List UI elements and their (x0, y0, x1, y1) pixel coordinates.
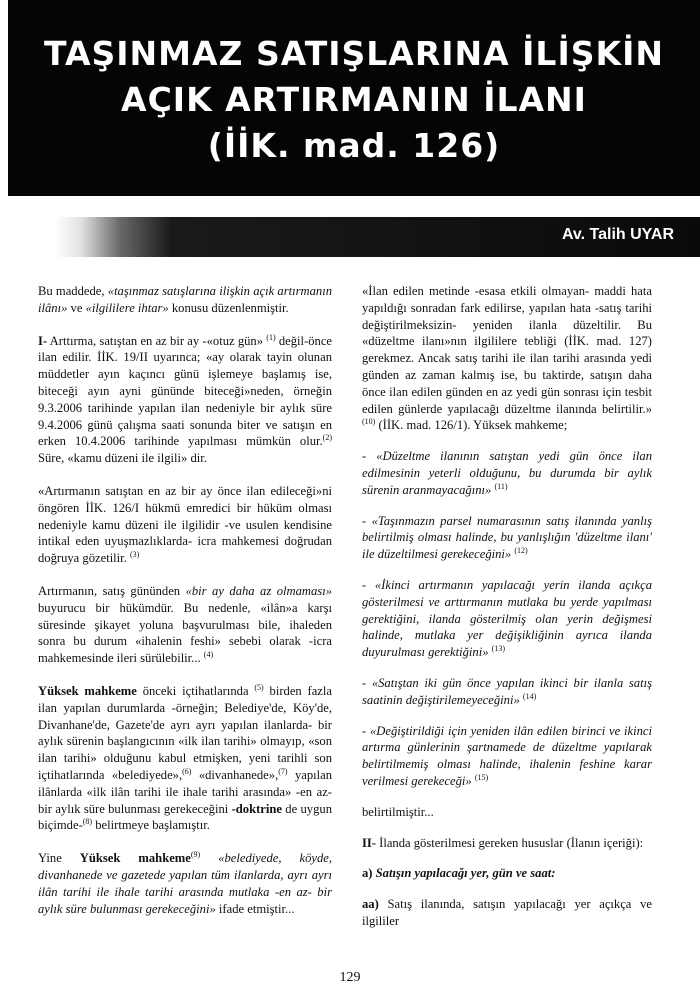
text-run: yapılan ilânlarda «ilk ilân tarihi ile ihale tarihi arasında» -en az- bir aylık süre bulunması gerekeceğini (38, 767, 333, 816)
section-number: I- (38, 333, 48, 348)
text-run-italic: - «Satıştan iki gün önce yapılan ikinci bir ilanla satış saatinin değiştirilemeyeceğini» (362, 675, 652, 707)
footnote-marker: (10) (362, 417, 376, 427)
paragraph-section-2 (362, 835, 652, 852)
subheading-text: Satışın yapılacağı yer, gün ve saat: (372, 866, 556, 881)
paragraph-aa (362, 896, 652, 930)
left-column (38, 283, 332, 933)
section-number: II- (362, 835, 376, 850)
footnote-marker: (7) (278, 766, 288, 776)
text-run: de uygun biçimde- (38, 801, 332, 833)
paragraph-section-1 (38, 333, 332, 467)
page-number: 129 (339, 970, 361, 985)
text-run: Arttırma, satıştan en az bir ay -«otuz gün» (47, 333, 267, 348)
text-run: Yine (38, 851, 80, 866)
text-run: Süre, «kamu düzeni ile ilgili» dir. (38, 451, 207, 466)
text-run-bold: Yüksek mahkeme (38, 683, 137, 698)
article-title-line-2: AÇIK ARTIRMANIN İLANI (121, 80, 587, 119)
author-name: Av. Talih UYAR (561, 226, 674, 243)
text-run-italic: - «Taşınmazın parsel numarasının satış ilanında yanlış belirtilmiş olması halinde, bu yanlışlığın 'düzeltme ilanı' ile düzeltilmesi gerekeceğini» (362, 513, 652, 562)
text-run: İlanda gösterilmesi gereken hususlar (İlanın içeriği): (376, 835, 644, 850)
title-banner (8, 0, 700, 196)
footnote-marker: (3) (130, 549, 140, 559)
text-run: belirtilmiştir... (362, 804, 434, 819)
quote-item-2 (362, 513, 652, 563)
footnote-marker: (15) (474, 772, 489, 782)
quote-item-4 (362, 675, 652, 709)
text-run-bold: -doktrine (231, 801, 282, 816)
text-run: «İlan edilen metinde -esasa etkili olmayan- maddi hata yapıldığı sonradan fark edilirse, yapılan hata -satış tarihi değiştirilmeksizin- yeniden ilanla düzeltilir. Bu «düzeltme ilanı»nın ilgililere tebliği (İİK. mad. 127) gerekmez. Ancak satış tarihi ile ilan tarihi arasında yedi günden az zaman kalmış ise, bu taktirde, satışın daha önce ilan edilen günden en az yedi gün sonrası için tesbit edilen günlerde yapılacağı düzeltme ilanında belirtilir.» (362, 284, 652, 416)
subsection-label: aa) (362, 897, 379, 912)
author-bar (55, 217, 700, 257)
paragraph-4 (38, 583, 332, 667)
text-run: Bu maddede, (38, 284, 108, 298)
quote-item-3 (362, 577, 652, 661)
text-run-italic: «bir ay daha az olmaması» (185, 583, 332, 598)
subsection-label: a) (362, 866, 373, 881)
article-title-line-3: (İİK. mad. 126) (207, 126, 501, 165)
footnote-marker: (1) (266, 332, 276, 342)
footnote-marker: (9) (190, 849, 201, 859)
footnote-marker: (5) (254, 682, 264, 692)
text-run: Satış ilanında, satışın yapılacağı yer açıkça ve ilgililer (362, 897, 652, 928)
text-run: değil-önce ilan edilir. İİK. 19/II uyarınca; «ay olarak tayin olunan müddetler ayın kaçıncı günü işlemeye başlamış ise, biteceği ayın ayni gününde biteceği»neden, örneğin 9.3.2006 tarihinde yapılan ilan nedeniyle bir aylık süre 9.4.2006 günü çalışma saati sonunda biter ve satışın en erken 10.4.2006 tarihinde yapılması mümkün olur. (38, 333, 333, 449)
text-run-italic: - «Değiştirildiği için yeniden ilân edilen birinci ve ikinci artırma günlerinin şartnamede de düzeltme yapılarak belirtilmemiş olması halinde, ihalenin feshine karar verilmesi gerekeceği» (362, 723, 652, 788)
paragraph-r1 (362, 283, 652, 434)
text-run: Artırmanın, satış gününden (38, 583, 186, 598)
quote-item-1 (362, 448, 652, 498)
footnote-marker: (6) (182, 766, 192, 776)
text-run: ve (67, 300, 86, 315)
text-run: «Artırmanın satıştan en az bir ay önce ilan edileceği»ni öngören İİK. 126/I hükmü emredici bir hüküm olması nedeniyle kamu düzeni ile ilgilidir -ve usulen kendisine intikal eden uyuşmazlıklarda- icra mahkemesi doğrudan doğruya gözetilir. (38, 483, 332, 566)
text-run: «divanhanede», (191, 767, 279, 782)
footnote-marker: (12) (514, 545, 528, 555)
paragraph-r7 (362, 804, 652, 821)
paragraph-3 (38, 483, 332, 567)
subheading-a (362, 865, 652, 882)
text-run: konusu düzenlenmiştir. (168, 300, 289, 315)
footnote-marker: (8) (82, 817, 93, 827)
footnote-marker: (11) (494, 481, 508, 491)
footnote-marker: (13) (491, 643, 505, 653)
paragraph-intro (38, 283, 332, 317)
text-run-italic: - «İkinci artırmanın yapılacağı yerin ilanda açıkça gösterilmesi ve arttırmanın mutlaka bu yerde yapılması gerektiğini, ilanda gösterilmiş olan yerin değişmesi halinde, mutlaka yer değişikliğinin ayrıca ilanda duyurulması gerektiğini» (362, 577, 652, 660)
text-run-bold: Yüksek mahkeme (79, 851, 191, 866)
text-run: birden fazla ilan yapılan durumlarda -örneğin; Belediye'de, Köy'de, Divanhane'de, Gazete'de ayrı ayrı yapılan ilanlarda- bir aylık sürenin başlangıcının «ilk ilan tarihi» olmayıp, «son ilan tarihi» olduğunu kabul etmişken, yeni tarihli son içtihatlarında «belediyede», (38, 683, 332, 782)
quote-item-5 (362, 723, 652, 790)
article-title-line-1: TAŞINMAZ SATIŞLARINA İLİŞKİN (44, 34, 664, 73)
paragraph-6 (38, 850, 332, 917)
footnote-marker: (2) (322, 433, 332, 443)
text-run: ifade etmiştir... (215, 901, 295, 916)
text-run: önceki içtihatlarında (136, 683, 255, 698)
text-run: belirtmeye başlamıştır. (92, 818, 210, 833)
text-run: (İİK. mad. 126/1). Yüksek mahkeme; (375, 418, 568, 433)
text-run-italic: «belediyede, köyde, divanhanede ve gazetede yapılan tüm ilanlarda, ayrı ayrı ilân tarihi ile ihale tarihi arasında mutlaka -en az- bir aylık süre bulunması gerekeceğini» (38, 851, 333, 916)
text-run-italic: - «Düzeltme ilanının satıştan yedi gün önce ilan edilmesinin yeterli olduğunu, bu durumda bir aylık sürenin aranmayacağını» (362, 449, 652, 497)
footnote-marker: (14) (522, 691, 537, 701)
text-run-italic: «ilgililere ihtar» (85, 300, 169, 315)
footnote-marker: (4) (203, 649, 214, 659)
text-run-italic: «taşınmaz satışlarına ilişkin açık artırmanın ilânı» (38, 284, 332, 315)
right-column (362, 283, 652, 944)
paragraph-5 (38, 683, 332, 834)
text-run: buyurucu bir hükümdür. Bu nedenle, «ilân»a karşı süresinde şikayet yoluna başvurulması bile, ihaleden sonra bu durum «ihalenin feshi» sebebi olarak -icra mahkemesinde ileri sürülebilir... (38, 600, 332, 666)
